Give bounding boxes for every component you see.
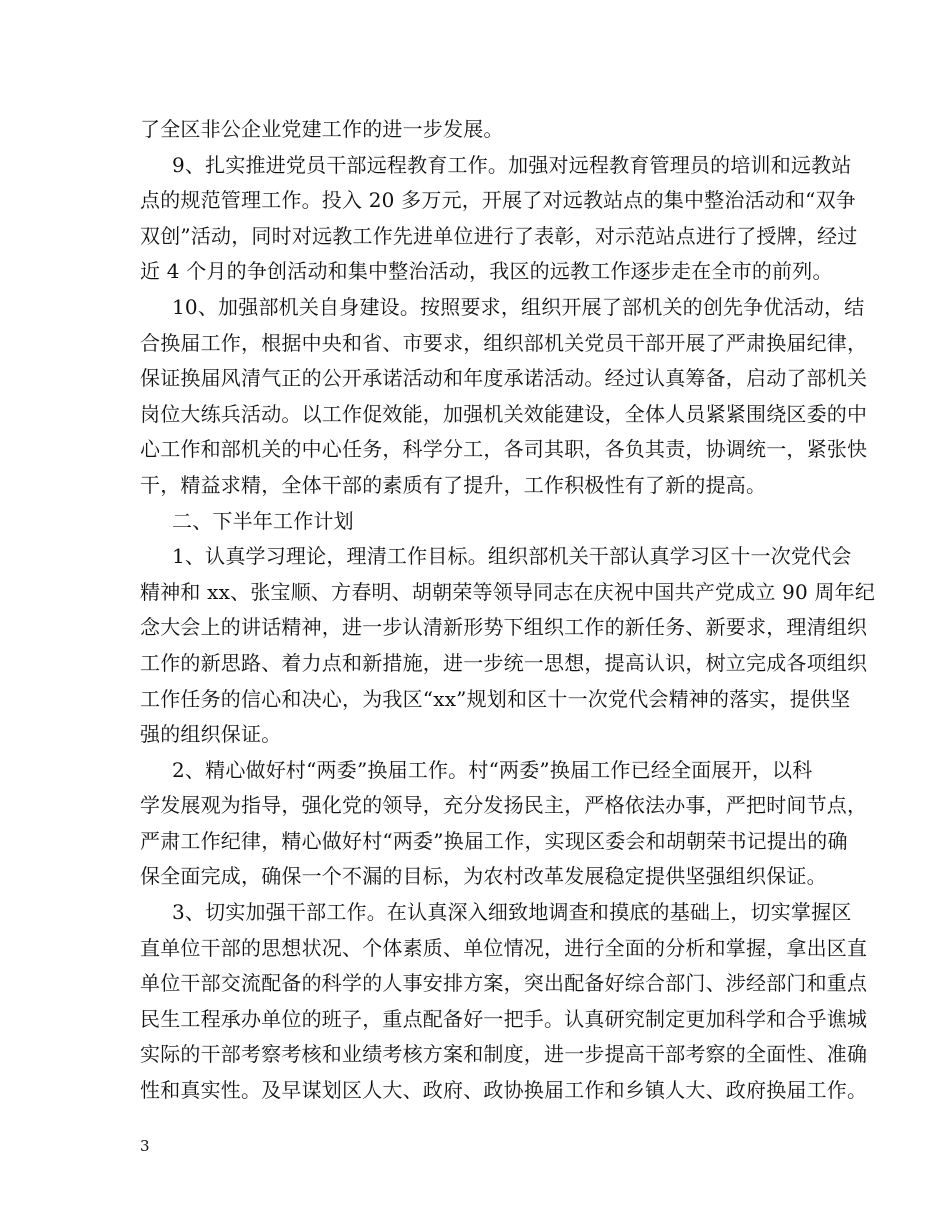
paragraph-2-line: 2、精心做好村“两委”换届工作。村“两委”换届工作已经全面展开，以科 [172, 757, 813, 782]
body-text-line: 工作的新思路、着力点和新措施，进一步统一思想，提高认识，树立完成各项组织 [140, 650, 868, 675]
body-text-line: 工作任务的信心和决心，为我区“xx”规划和区十一次党代会精神的落实，提供坚 [140, 686, 851, 711]
document-body [140, 112, 876, 1109]
body-text-line: 了全区非公企业党建工作的进一步发展。 [140, 117, 504, 141]
paragraph-1-line: 1、认真学习理论，理清工作目标。组织部机关干部认真学习区十一次党代会 [172, 544, 852, 569]
section-heading: 二、下半年工作计划 [172, 508, 354, 533]
body-text-line: 点的规范管理工作。投入 20 多万元，开展了对远教站点的集中整治活动和“双争 [140, 188, 856, 213]
body-text-line: 合换届工作，根据中央和省、市要求，组织部机关党员干部开展了严肃换届纪律， [140, 330, 868, 355]
paragraph-3-line: 3、切实加强干部工作。在认真深入细致地调查和摸底的基础上，切实掌握区 [172, 900, 852, 925]
page-number: 3 [140, 1137, 150, 1155]
body-text-line: 性和真实性。及早谋划区人大、政府、政协换届工作和乡镇人大、政府换届工作。 [140, 1078, 868, 1103]
body-text-line: 岗位大练兵活动。以工作促效能，加强机关效能建设，全体人员紧紧围绕区委的中 [140, 401, 868, 426]
body-text-line: 学发展观为指导，强化党的领导，充分发扬民主，严格依法办事，严把时间节点， [140, 793, 868, 818]
body-text-line: 直单位干部的思想状况、个体素质、单位情况，进行全面的分析和掌握，拿出区直 [140, 935, 868, 960]
body-text-line: 双创”活动，同时对远教工作先进单位进行了表彰，对示范站点进行了授牌，经过 [140, 223, 858, 248]
body-text-line: 保证换届风清气正的公开承诺活动和年度承诺活动。经过认真筹备，启动了部机关 [140, 366, 868, 391]
body-text-line: 干，精益求精，全体干部的素质有了提升，工作积极性有了新的提高。 [140, 472, 767, 497]
body-text-line: 念大会上的讲话精神，进一步认清新形势下组织工作的新任务、新要求，理清组织 [140, 615, 868, 640]
body-text-line: 严肃工作纪律，精心做好村“两委”换届工作，实现区委会和胡朝荣书记提出的确 [140, 828, 848, 853]
paragraph-10-line: 10、加强部机关自身建设。按照要求，组织开展了部机关的创先争优活动，结 [172, 294, 865, 319]
body-text-line: 保全面完成，确保一个不漏的目标，为农村改革发展稳定提供坚强组织保证。 [140, 864, 827, 889]
body-text-line: 精神和 xx、张宝顺、方春明、胡朝荣等领导同志在庆祝中国共产党成立 90 周年纪 [140, 579, 876, 604]
body-text-line: 心工作和部机关的中心任务，科学分工，各司其职，各负其责，协调统一，紧张快 [140, 437, 868, 462]
body-text-line: 实际的干部考察考核和业绩考核方案和制度，进一步提高干部考察的全面性、准确 [140, 1042, 868, 1067]
body-text-line: 近 4 个月的争创活动和集中整治活动，我区的远教工作逐步走在全市的前列。 [140, 259, 833, 284]
body-text-line: 单位干部交流配备的科学的人事安排方案，突出配备好综合部门、涉经部门和重点 [140, 971, 868, 996]
body-text-line: 强的组织保证。 [140, 722, 282, 747]
paragraph-9-line: 9、扎实推进党员干部远程教育工作。加强对远程教育管理员的培训和远教站 [172, 152, 852, 177]
body-text-line: 民生工程承办单位的班子，重点配备好一把手。认真研究制定更加科学和合乎谯城 [140, 1006, 868, 1031]
